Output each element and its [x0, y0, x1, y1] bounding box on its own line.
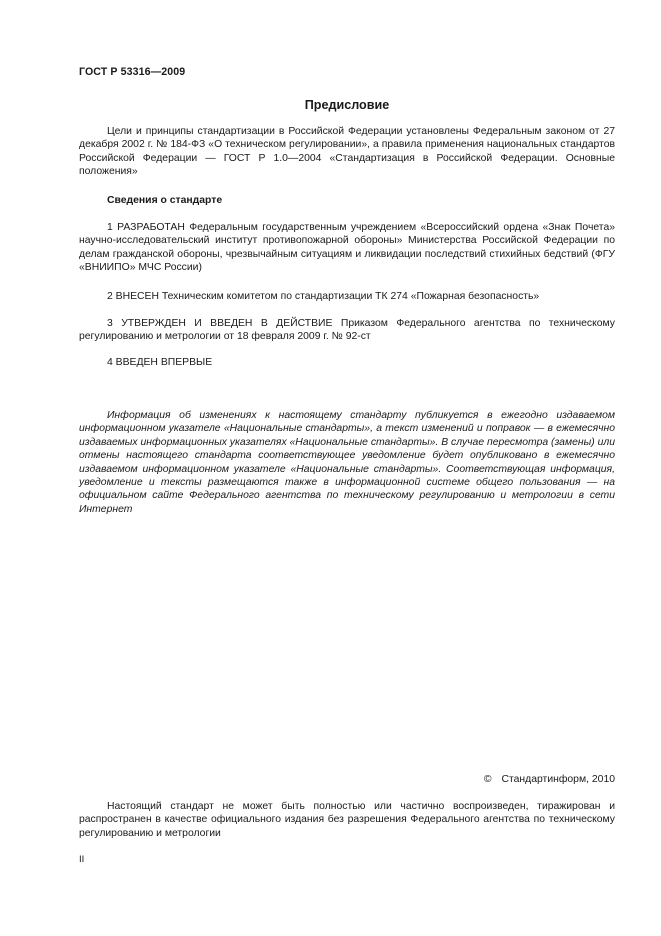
- about-item-1: 1 РАЗРАБОТАН Федеральным государственным учреждением «Всероссийский ордена «Знак Почета» научно-исследовательский институт противопожарной обороны» Министерства Российской Федерации по делам гражданской обороны, чрезвычайным ситуациям и ликвидации последствий стихийных бедствий (ФГУ «ВНИИПО» МЧС России): [79, 222, 615, 274]
- foreword-title: Предисловие: [304, 98, 390, 112]
- about-item-2: 2 ВНЕСЕН Техническим комитетом по стандартизации ТК 274 «Пожарная безопасность»: [107, 291, 540, 302]
- reproduction-notice: Настоящий стандарт не может быть полностью или частично воспроизведен, тиражирован и распространен в качестве официального издания без разрешения Федерального агентства по техническому регулированию и метрологии: [79, 801, 615, 839]
- about-item-4: 4 ВВЕДЕН ВПЕРВЫЕ: [107, 357, 213, 368]
- about-standard-title: Сведения о стандарте: [107, 195, 223, 206]
- about-item-3: 3 УТВЕРЖДЕН И ВВЕДЕН В ДЕЙСТВИЕ Приказом Федерального агентства по техническому регулированию и метрологии от 18 февраля 2009 г. № 92-ст: [79, 318, 615, 343]
- copyright-line: [484, 773, 615, 786]
- page-number: II: [79, 854, 85, 865]
- document-code: ГОСТ Р 53316—2009: [79, 66, 186, 78]
- foreword-intro: Цели и принципы стандартизации в Российской Федерации установлены Федеральным законом от 27 декабря 2002 г. № 184-ФЗ «О техническом регулировании», а правила применения национальных стандартов Российской Федерации — ГОСТ Р 1.0—2004 «Стандартизация в Российской Федерации. Основные положения»: [79, 126, 615, 178]
- changes-notice: Информация об изменениях к настоящему стандарту публикуется в ежегодно издаваемом информационном указателе «Национальные стандарты», а текст изменений и поправок — в ежемесячно издаваемых информационных указателях «Национальные стандарты». В случае пересмотра (замены) или отмены настоящего стандарта соответствующее уведомление будет опубликовано в ежемесячно издаваемом информационном указателе «Национальные стандарты». Соответствующая информация, уведомление и тексты размещаются также в информационной системе общего пользования — на официальном сайте Федерального агентства по техническому регулированию и метрологии в сети Интернет: [79, 410, 615, 515]
- copyright-symbol: ©: [483, 774, 492, 785]
- copyright-holder: Стандартинформ, 2010: [501, 774, 615, 785]
